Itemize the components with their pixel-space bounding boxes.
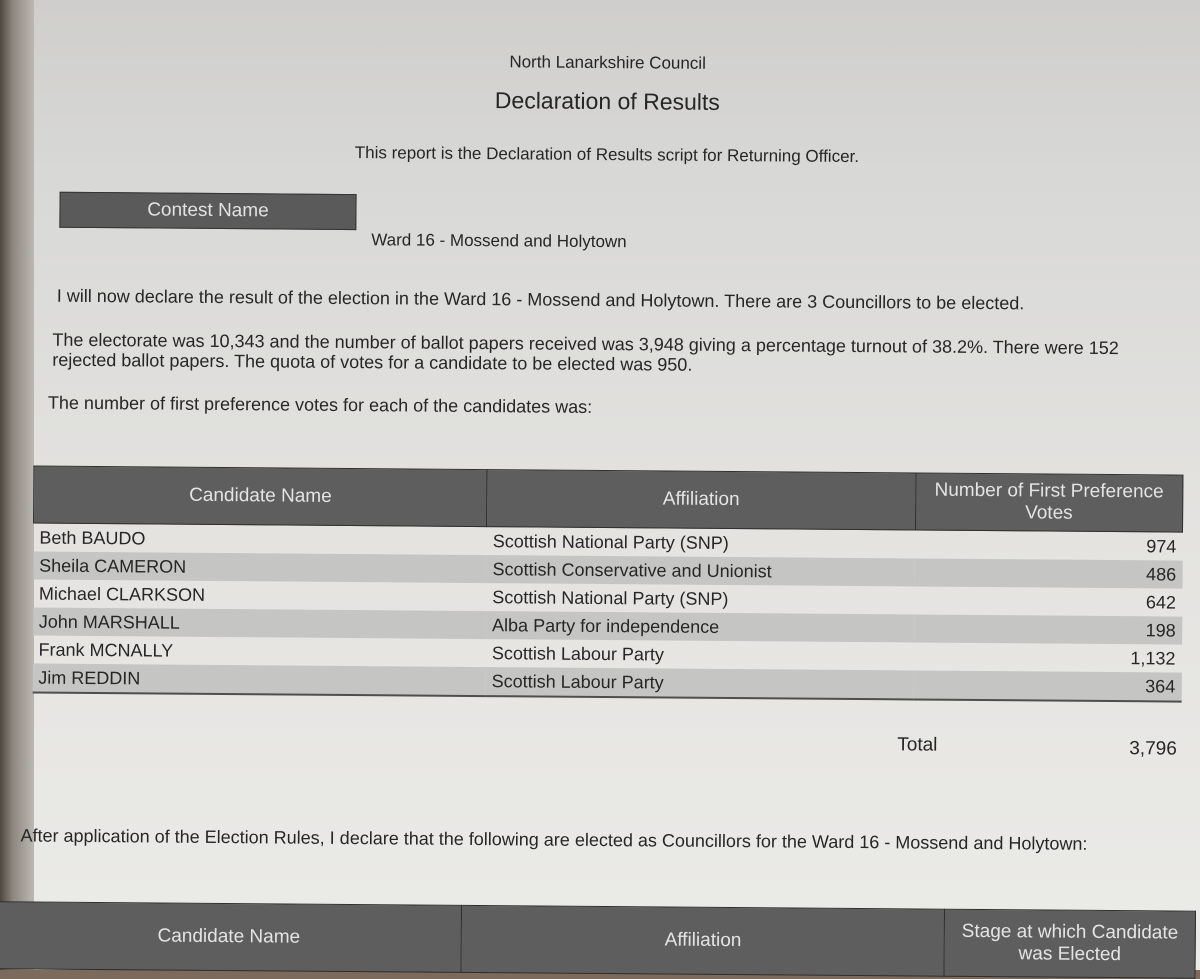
first-preference-intro: The number of first preference votes for each of the candidates was: (47, 392, 593, 417)
header-affiliation: Affiliation (487, 470, 916, 530)
header-affiliation: Affiliation (461, 905, 945, 976)
declaration-paragraph: I will now declare the result of the election in the Ward 16 - Mossend and Holytown. There are 3 Councillors to be elected. (56, 285, 1025, 314)
candidate-name: John MARSHALL (33, 608, 487, 640)
page-title: Declaration of Results (494, 87, 720, 115)
candidate-affiliation: Scottish National Party (SNP) (492, 586, 729, 609)
council-name: North Lanarkshire Council (509, 52, 706, 73)
candidate-votes: 1,132 (1130, 647, 1176, 669)
header-candidate-name: Candidate Name (34, 466, 488, 527)
candidate-name: Sheila CAMERON (33, 552, 487, 584)
candidate-votes: 364 (914, 670, 1182, 701)
candidate-name: Frank MCNALLY (38, 639, 174, 661)
candidate-affiliation: Scottish Labour Party (491, 642, 665, 665)
table-header-row (0, 902, 1196, 978)
header-first-preference-votes: Number of First Preference Votes (915, 473, 1183, 532)
candidate-affiliation: Scottish Labour Party (486, 667, 914, 699)
contest-name-label: Contest Name (59, 192, 356, 230)
candidate-name: Jim REDDIN (32, 664, 486, 697)
header-stage-elected: Stage at which Candidate was Elected (944, 909, 1195, 978)
elected-councillors-table (0, 901, 1196, 978)
candidate-name: Beth BAUDO (39, 527, 146, 548)
candidate-affiliation: Scottish National Party (SNP) (492, 530, 729, 553)
contest-name-value: Ward 16 - Mossend and Holytown (371, 230, 627, 252)
first-preference-table (32, 466, 1184, 703)
candidate-affiliation: Alba Party for independence (486, 611, 914, 642)
table-header-row (34, 466, 1183, 532)
total-label: Total (897, 734, 938, 756)
candidate-votes: 642 (1145, 591, 1177, 613)
header-candidate-name: Candidate Name (0, 902, 462, 973)
total-votes-value: 3,796 (1129, 738, 1177, 760)
elected-intro-paragraph: After application of the Election Rules, I declare that the following are elected as Councillors for the Ward 16 - Mossend and Holytown: (20, 825, 1088, 854)
candidate-votes: 974 (1146, 535, 1177, 557)
candidate-votes: 486 (915, 558, 1183, 588)
electorate-paragraph: The electorate was 10,343 and the number of ballot papers received was 3,948 giving a percentage turnout of 38.2%. There were 152 rejected ballot papers. The quota of votes for a candidate to be elected was 950. (52, 329, 1119, 375)
candidate-affiliation: Scottish Conservative and Unionist (486, 555, 914, 586)
candidate-name: Michael CLARKSON (38, 583, 206, 605)
candidate-votes: 198 (914, 614, 1182, 644)
page-subtitle: This report is the Declaration of Results script for Returning Officer. (354, 143, 860, 167)
